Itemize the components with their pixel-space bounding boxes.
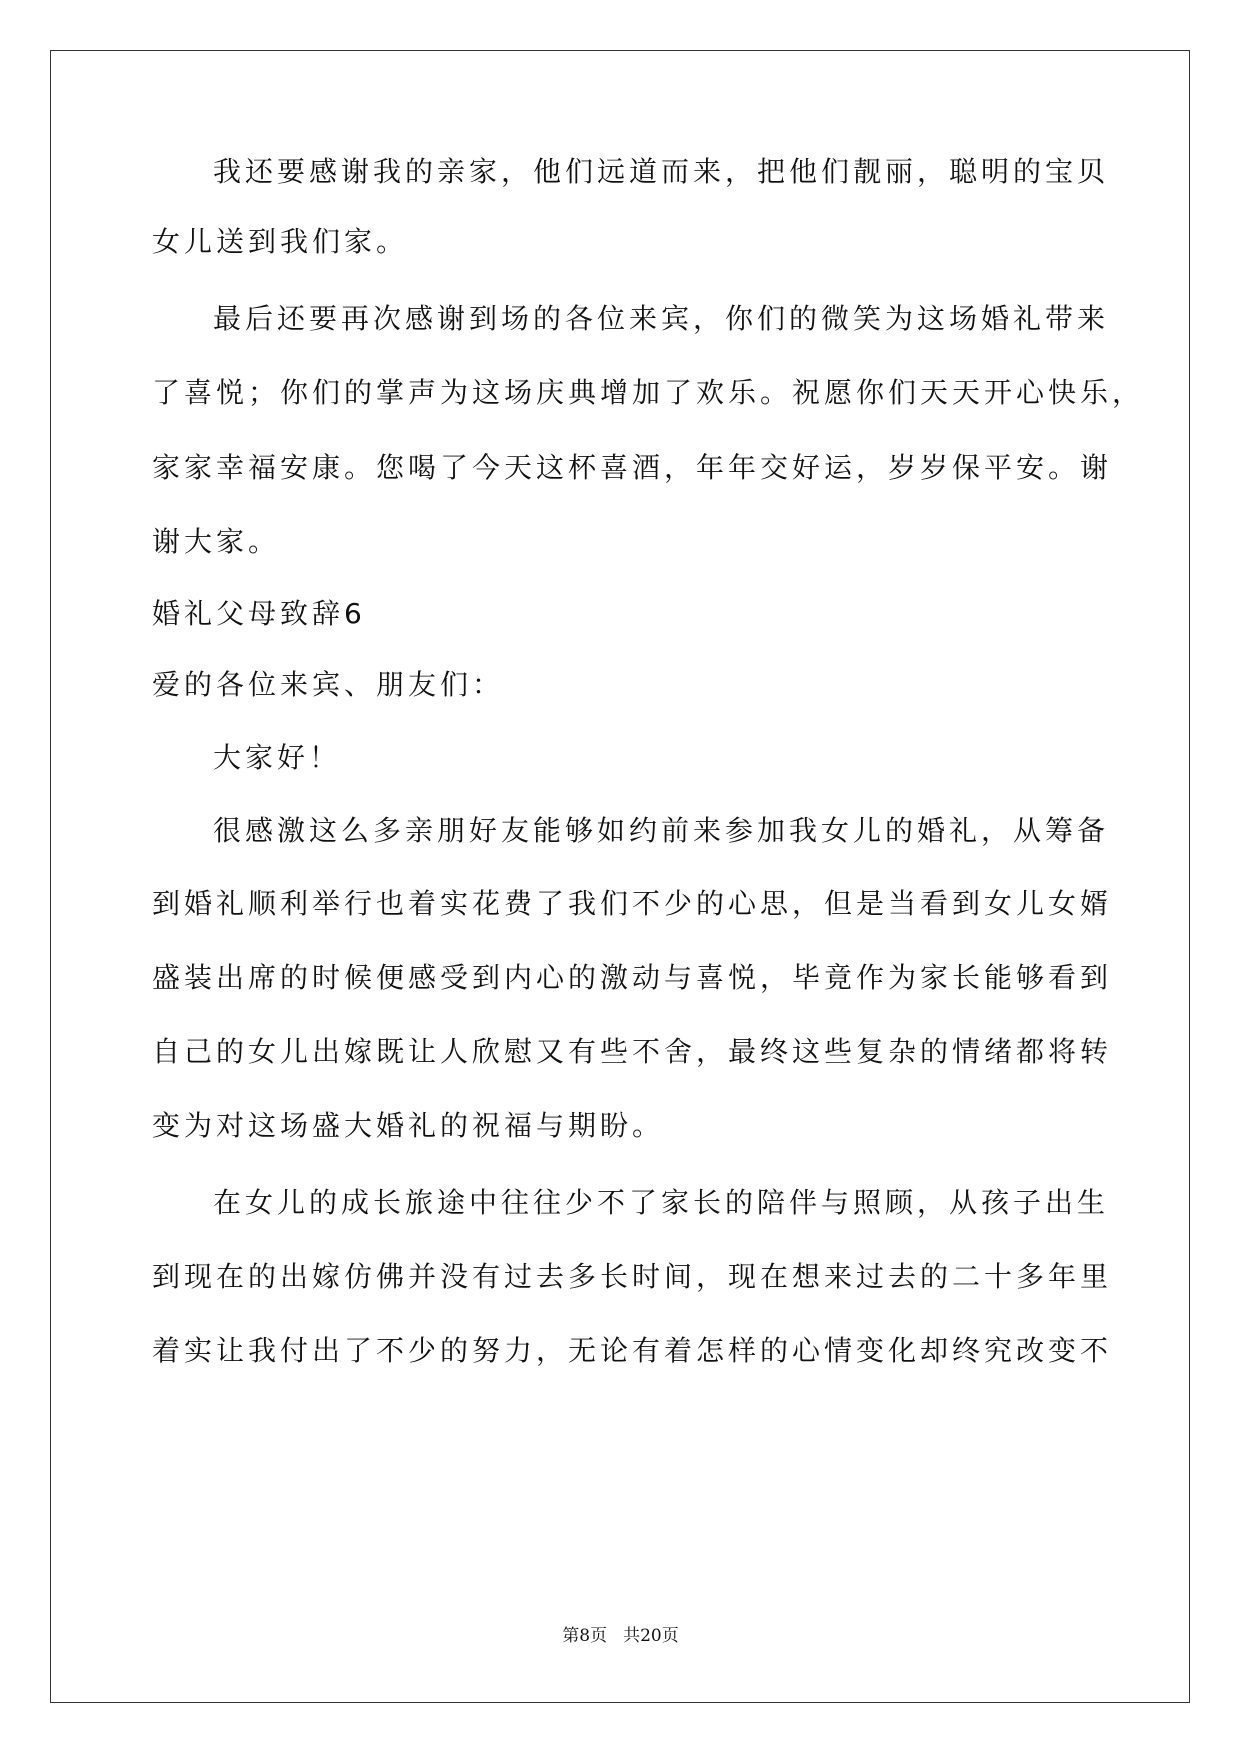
paragraph-line: 我还要感谢我的亲家，他们远道而来，把他们靓丽，聪明的宝贝 (213, 155, 1110, 188)
paragraph-line: 女儿送到我们家。 (152, 225, 409, 258)
page-total: 共20页 (623, 1626, 679, 1646)
paragraph-line: 变为对这场盛大婚礼的祝福与期盼。 (152, 1109, 665, 1142)
page-frame (50, 50, 1190, 1703)
paragraph-line: 自己的女儿出嫁既让人欣慰又有些不舍，最终这些复杂的情绪都将转 (152, 1035, 1113, 1068)
paragraph-line: 最后还要再次感谢到场的各位来宾，你们的微笑为这场婚礼带来 (213, 302, 1110, 335)
paragraph-line: 很感激这么多亲朋好友能够如约前来参加我女儿的婚礼，从筹备 (213, 814, 1110, 847)
paragraph-line: 到婚礼顺利举行也着实花费了我们不少的心思，但是当看到女儿女婿 (152, 887, 1113, 920)
page-footer (0, 1624, 1241, 1648)
paragraph-line: 盛装出席的时候便感受到内心的激动与喜悦，毕竟作为家长能够看到 (152, 961, 1113, 994)
paragraph-line: 在女儿的成长旅途中往往少不了家长的陪伴与照顾，从孩子出生 (213, 1186, 1110, 1219)
paragraph-line: 着实让我付出了不少的努力，无论有着怎样的心情变化却终究改变不 (152, 1334, 1113, 1367)
greeting: 大家好！ (213, 741, 342, 774)
section-heading: 婚礼父母致辞6 (152, 597, 366, 630)
page-number: 第8页 (562, 1626, 608, 1646)
salutation: 爱的各位来宾、朋友们： (152, 668, 505, 701)
paragraph-line: 家家幸福安康。您喝了今天这杯喜酒，年年交好运，岁岁保平安。谢 (152, 451, 1113, 484)
paragraph-line: 了喜悦；你们的掌声为这场庆典增加了欢乐。祝愿你们天天开心快乐， (152, 376, 1145, 409)
paragraph-line: 到现在的出嫁仿佛并没有过去多长时间，现在想来过去的二十多年里 (152, 1260, 1113, 1293)
paragraph-line: 谢大家。 (152, 525, 281, 558)
